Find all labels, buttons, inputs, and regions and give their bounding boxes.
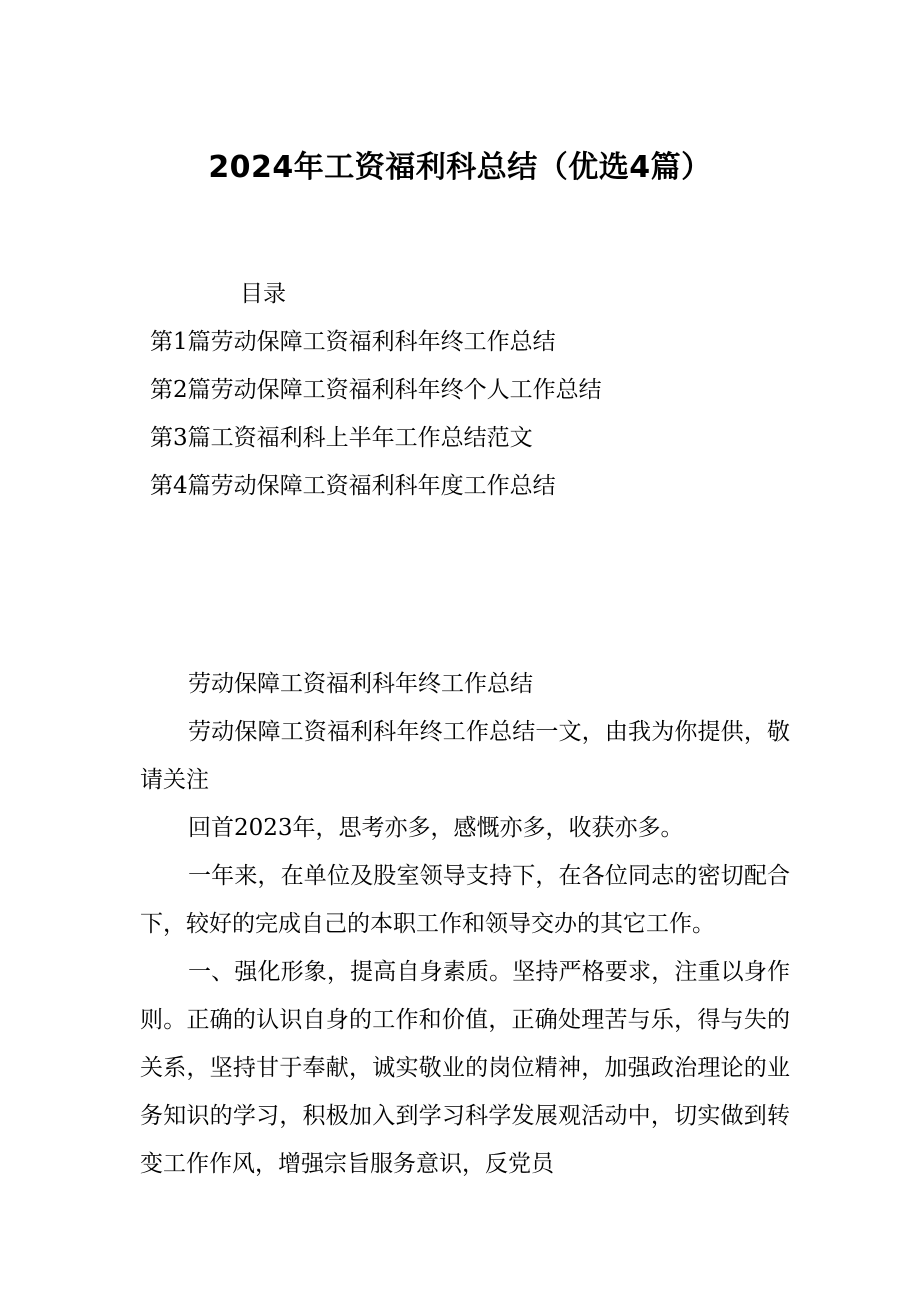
body-paragraph: 一、强化形象，提高自身素质。坚持严格要求，注重以身作则。正确的认识自身的工作和价值，正确处理苦与乐，得与失的关系，坚持甘于奉献，诚实敬业的岗位精神，加强政治理论的业务知识的学习，积极加入到学习科学发展观活动中，切实做到转变工作作风，增强宗旨服务意识，反党员 — [140, 959, 790, 1177]
toc-item-4: 第4篇劳动保障工资福利科年度工作总结 — [150, 473, 556, 499]
body-paragraph: 劳动保障工资福利科年终工作总结一文，由我为你提供，敬请关注 — [140, 719, 790, 793]
document-title: 2024年工资福利科总结（优选4篇） — [208, 150, 712, 185]
body-paragraph: 一年来，在单位及股室领导支持下，在各位同志的密切配合下，较好的完成自己的本职工作和领导交办的其它工作。 — [140, 863, 790, 937]
document-body — [140, 660, 790, 1188]
body-paragraph: 回首2023年，思考亦多，感慨亦多，收获亦多。 — [188, 815, 684, 841]
toc-item-3: 第3篇工资福利科上半年工作总结范文 — [150, 425, 533, 451]
toc-item-2: 第2篇劳动保障工资福利科年终个人工作总结 — [150, 377, 602, 403]
section-heading: 劳动保障工资福利科年终工作总结 — [188, 671, 533, 697]
toc-heading: 目录 — [240, 281, 286, 307]
toc-item-1: 第1篇劳动保障工资福利科年终工作总结 — [150, 329, 556, 355]
table-of-contents — [150, 326, 602, 518]
